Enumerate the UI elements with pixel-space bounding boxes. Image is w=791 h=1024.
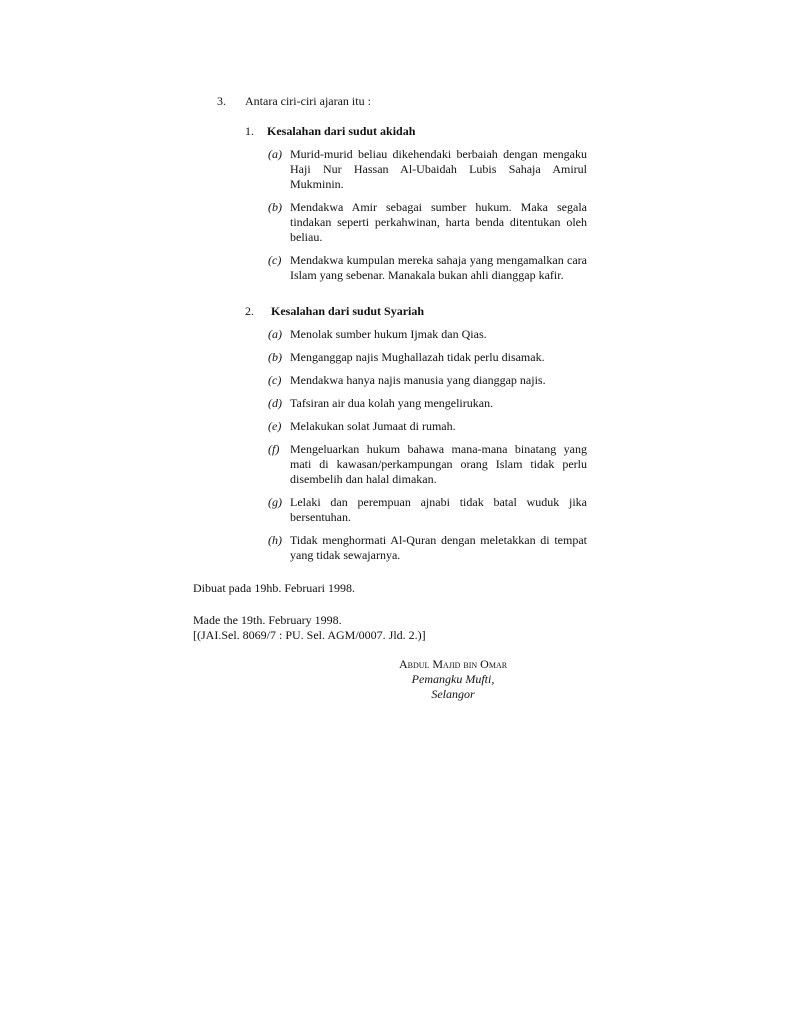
section-heading — [245, 304, 590, 319]
list-item — [268, 495, 587, 525]
date-malay: Dibuat pada 19hb. Februari 1998. — [193, 581, 355, 595]
list-item-label: (f) — [268, 442, 280, 456]
list-item-text: Tafsiran air dua kolah yang mengelirukan. — [290, 396, 494, 410]
item-3-number: 3. — [217, 94, 226, 108]
list-item — [268, 253, 587, 283]
list-item-text: Mendakwa hanya najis manusia yang dianggap najis. — [290, 373, 546, 387]
list-item-label: (c) — [268, 253, 282, 267]
list-item-text: Menolak sumber hukum Ijmak dan Qias. — [290, 327, 487, 341]
section-title: Kesalahan dari sudut Syariah — [271, 304, 425, 318]
section-title: Kesalahan dari sudut akidah — [267, 124, 416, 138]
list-item — [268, 327, 587, 342]
signatory-name: Abdul Majid bin Omar — [398, 657, 508, 671]
list-item-text: Murid-murid beliau dikehendaki berbaiah dengan mengaku Haji Nur Hassan Al-Ubaidah Lubis Sahaja Amirul Mukminin. — [290, 147, 587, 191]
list-item-label: (b) — [268, 350, 282, 364]
section-heading — [245, 124, 590, 139]
reference-number: [(JAI.Sel. 8069/7 : PU. Sel. AGM/0007. Jld. 2.)] — [193, 628, 426, 642]
date-english: Made the 19th. February 1998. — [193, 613, 342, 627]
list-item-text: Mendakwa Amir sebagai sumber hukum. Maka segala tindakan seperti perkahwinan, harta benda ditentukan oleh beliau. — [290, 200, 587, 244]
list-item-text: Mengeluarkan hukum bahawa mana-mana binatang yang mati di kawasan/perkampungan orang Islam tidak perlu disembelih dan halal dimakan. — [290, 442, 587, 486]
section-akidah — [245, 124, 590, 283]
list-item-text: Menganggap najis Mughallazah tidak perlu disamak. — [290, 350, 545, 364]
list-item-text: Tidak menghormati Al-Quran dengan meletakkan di tempat yang tidak sewajarnya. — [290, 533, 587, 562]
list-item-label: (a) — [268, 327, 282, 341]
list-item-label: (d) — [268, 396, 282, 410]
section-number: 1. — [245, 124, 254, 138]
signatory-role: Pemangku Mufti, — [411, 672, 495, 686]
list-item-label: (e) — [268, 419, 282, 433]
list-item-label: (c) — [268, 373, 282, 387]
list-item — [268, 350, 587, 365]
section-syariah — [245, 304, 590, 563]
list-item — [268, 147, 587, 192]
list-item-label: (b) — [268, 200, 282, 214]
list-item-label: (g) — [268, 495, 282, 509]
list-item — [268, 442, 587, 487]
list-item-text: Mendakwa kumpulan mereka sahaja yang mengamalkan cara Islam yang sebenar. Manakala bukan ahli dianggap kafir. — [290, 253, 587, 282]
list-item — [268, 200, 587, 245]
signatory-place: Selangor — [431, 687, 475, 701]
list-item — [268, 533, 587, 563]
list-item — [268, 396, 587, 411]
list-item-text: Lelaki dan perempuan ajnabi tidak batal wuduk jika bersentuhan. — [290, 495, 587, 524]
list-item — [268, 419, 587, 434]
list-item-label: (h) — [268, 533, 282, 547]
list-item-label: (a) — [268, 147, 282, 161]
signature-block — [353, 657, 553, 702]
list-item — [268, 373, 587, 388]
item-3-text: Antara ciri-ciri ajaran itu : — [245, 94, 371, 108]
list-item-text: Melakukan solat Jumaat di rumah. — [290, 419, 456, 433]
section-number: 2. — [245, 304, 254, 318]
